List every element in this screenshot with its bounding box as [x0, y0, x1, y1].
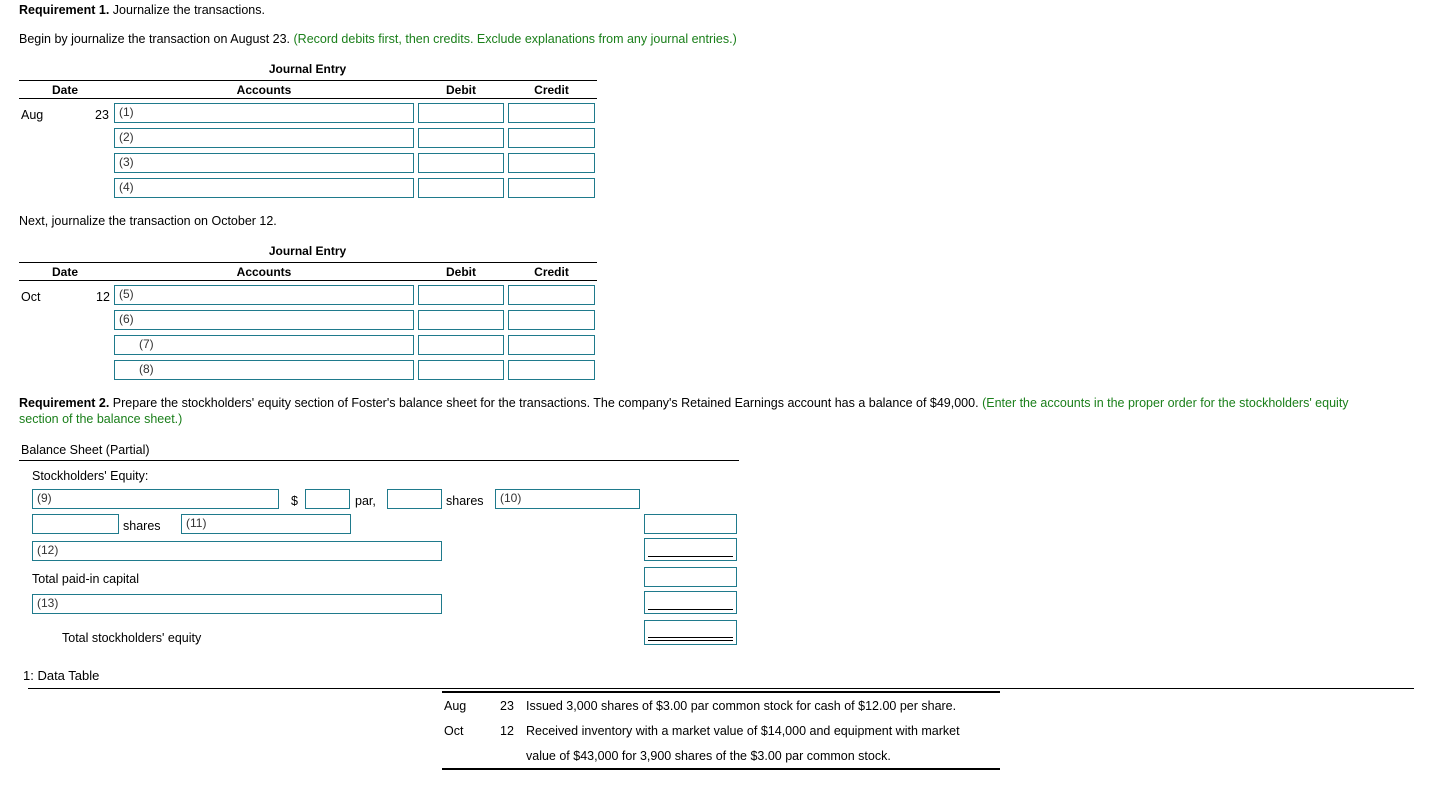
req2-note-line1: (Enter the accounts in the proper order for the stockholders' equity	[982, 396, 1349, 410]
journal2-credit-row-1[interactable]	[508, 285, 595, 305]
total-stockholders-equity-input[interactable]	[644, 620, 737, 645]
journal2-credit-row-2[interactable]	[508, 310, 595, 330]
req2-text: Prepare the stockholders' equity section of Foster's balance sheet for the transactions. The company's Retained Earnings account has a balance of $49,000.	[109, 396, 979, 410]
data-row-3-text: value of $43,000 for 3,900 shares of the $3.00 par common stock.	[526, 749, 891, 763]
req1-instruction	[19, 32, 737, 46]
common-stock-amount-input[interactable]	[644, 514, 737, 534]
journal1-debit-row-1[interactable]	[418, 103, 504, 123]
journal2-account-row-3[interactable]: (7)	[114, 335, 414, 355]
par-label: par,	[355, 494, 376, 508]
data-row-2-text: Received inventory with a market value of $14,000 and equipment with market	[526, 724, 960, 738]
shares-label-2: shares	[123, 519, 161, 533]
journal1-account-row-2[interactable]: (2)	[114, 128, 414, 148]
journal2-date-header: Date	[51, 265, 78, 279]
data-row-2-day: 12	[500, 724, 514, 738]
data-table-title: 1: Data Table	[23, 668, 100, 683]
journal2-credit-header: Credit	[534, 265, 569, 279]
journal2-debit-row-4[interactable]	[418, 360, 504, 380]
journal1-debit-header: Debit	[446, 83, 476, 97]
total-stockholders-equity-label: Total stockholders' equity	[62, 631, 202, 645]
journal2-month: Oct	[21, 290, 41, 304]
shares-label-1: shares	[446, 494, 484, 508]
shares-issued-input[interactable]	[32, 514, 119, 534]
data-row-1-text: Issued 3,000 shares of $3.00 par common stock for cash of $12.00 per share.	[526, 699, 957, 713]
requirement-2-heading	[19, 396, 1349, 410]
journal1-credit-row-2[interactable]	[508, 128, 595, 148]
data-row-1-month: Aug	[444, 699, 467, 713]
journal2-debit-row-1[interactable]	[418, 285, 504, 305]
stockholders-equity-label: Stockholders' Equity:	[32, 469, 149, 483]
data-row-1-day: 23	[500, 699, 514, 713]
dollar-sign: $	[291, 494, 298, 508]
journal1-debit-row-2[interactable]	[418, 128, 504, 148]
journal1-credit-header: Credit	[534, 83, 569, 97]
journal1-accounts-header: Accounts	[236, 83, 292, 97]
par-value-input[interactable]	[305, 489, 350, 509]
total-paid-in-capital-label: Total paid-in capital	[32, 572, 140, 586]
journal2-debit-row-3[interactable]	[418, 335, 504, 355]
journal2-day: 12	[96, 290, 110, 304]
journal2-debit-header: Debit	[446, 265, 476, 279]
balance-sheet-title: Balance Sheet (Partial)	[21, 443, 150, 457]
req1-instruction-text: Begin by journalize the transaction on August 23.	[19, 32, 291, 46]
data-row-2-month: Oct	[444, 724, 464, 738]
journal1-date-header: Date	[51, 83, 78, 97]
journal2-title: Journal Entry	[268, 244, 347, 258]
journal1-day: 23	[95, 108, 109, 122]
field-13[interactable]: (13)	[32, 594, 442, 614]
journal1-account-row-1[interactable]: (1)	[114, 103, 414, 123]
journal2-account-row-4[interactable]: (8)	[114, 360, 414, 380]
journal1-credit-row-3[interactable]	[508, 153, 595, 173]
journal1-account-row-3[interactable]: (3)	[114, 153, 414, 173]
shares-authorized-input[interactable]	[387, 489, 442, 509]
total-paid-in-capital-input[interactable]	[644, 567, 737, 587]
field-12[interactable]: (12)	[32, 541, 442, 561]
field-10[interactable]: (10)	[495, 489, 640, 509]
field-9[interactable]: (9)	[32, 489, 279, 509]
journal1-account-row-4[interactable]: (4)	[114, 178, 414, 198]
paid-in-capital-amount-input[interactable]	[644, 538, 737, 561]
journal1-credit-row-1[interactable]	[508, 103, 595, 123]
journal1-debit-row-4[interactable]	[418, 178, 504, 198]
journal1-credit-row-4[interactable]	[508, 178, 595, 198]
req2-label: Requirement 2.	[19, 396, 110, 410]
requirement-1-heading	[19, 3, 265, 17]
req2-note-line2: section of the balance sheet.)	[19, 412, 183, 426]
journal1-debit-row-3[interactable]	[418, 153, 504, 173]
journal2-debit-row-2[interactable]	[418, 310, 504, 330]
retained-earnings-amount-input[interactable]	[644, 591, 737, 614]
journal2-account-row-1[interactable]: (5)	[114, 285, 414, 305]
journal2-account-row-2[interactable]: (6)	[114, 310, 414, 330]
field-11[interactable]: (11)	[181, 514, 351, 534]
journal2-credit-row-4[interactable]	[508, 360, 595, 380]
journal2-accounts-header: Accounts	[236, 265, 292, 279]
journal1-month: Aug	[21, 108, 44, 122]
req1-instruction-2: Next, journalize the transaction on October 12.	[19, 214, 277, 228]
req1-instruction-note: (Record debits first, then credits. Exclude explanations from any journal entries.)	[293, 32, 737, 46]
journal2-credit-row-3[interactable]	[508, 335, 595, 355]
req1-text: Journalize the transactions.	[109, 3, 265, 17]
req1-label: Requirement 1.	[19, 3, 110, 17]
journal1-title: Journal Entry	[268, 62, 347, 76]
